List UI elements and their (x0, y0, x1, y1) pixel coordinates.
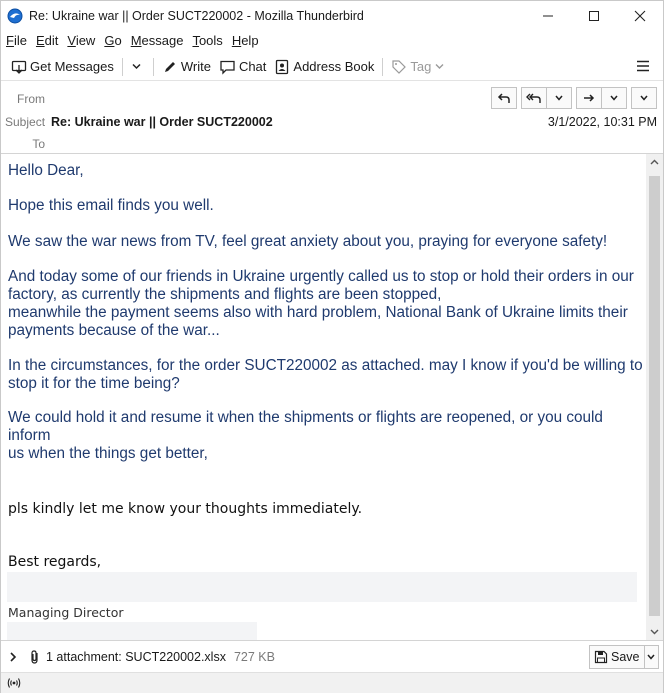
reply-all-dropdown[interactable] (546, 87, 572, 109)
message-body[interactable] (1, 154, 646, 640)
attachment-summary[interactable]: 1 attachment: SUCT220002.xlsx (46, 649, 226, 664)
title-bar (1, 1, 663, 30)
reply-icon (497, 91, 511, 105)
scroll-down-button[interactable] (646, 623, 663, 640)
address-book-icon (274, 59, 290, 75)
menu-go[interactable] (104, 33, 121, 48)
paperclip-icon (27, 649, 43, 665)
menu-file-accesskey: F (6, 32, 14, 48)
message-header (1, 82, 663, 154)
thunderbird-logo-icon (7, 8, 23, 24)
to-label: To (32, 137, 45, 151)
vertical-scrollbar[interactable] (646, 154, 663, 640)
more-actions-button[interactable] (631, 87, 657, 109)
tag-button[interactable] (387, 55, 452, 79)
toolbar-separator (122, 58, 123, 76)
redacted-block (7, 572, 637, 602)
attachment-bar (1, 640, 663, 672)
address-book-label: Address Book (293, 59, 375, 74)
chevron-down-icon (650, 627, 659, 636)
save-label: Save (611, 650, 640, 664)
menu-message[interactable] (131, 33, 184, 48)
get-messages-label: Get Messages (30, 59, 114, 74)
message-paragraph: In the circumstances, for the order SUCT220002 as attached. may I know if you'd be willing to stop it for the time being? (8, 357, 643, 392)
tag-icon (391, 59, 407, 75)
message-paragraph: And today some of our friends in Ukraine urgently called us to stop or hold their orders in our factory, as currently the shipments and flights are been stopped, meanwhile the payment seems also with hard problem, National Bank of Ukraine limits their payments because of the war... (8, 268, 634, 339)
get-messages-button[interactable] (7, 55, 118, 79)
menu-help-accesskey: H (231, 32, 242, 48)
chat-label: Chat (238, 59, 267, 74)
forward-dropdown[interactable] (601, 87, 627, 109)
tag-label: Tag (410, 59, 432, 74)
menu-edit-accesskey: E (35, 32, 45, 48)
reply-all-button[interactable] (521, 87, 547, 109)
minimize-button[interactable] (525, 1, 571, 30)
menu-view-label: iew (75, 32, 96, 48)
close-icon (634, 10, 646, 22)
message-actions (492, 87, 657, 109)
message-greeting: Hello Dear, (8, 162, 84, 179)
save-button[interactable] (590, 646, 645, 668)
menu-view[interactable] (67, 33, 95, 48)
reply-button[interactable] (491, 87, 517, 109)
save-dropdown[interactable] (645, 652, 659, 662)
message-paragraph: We could hold it and resume it when the shipments or flights are reopened, or you could inform us when the things get better, (8, 409, 603, 462)
menu-go-accesskey: G (104, 32, 115, 48)
message-closing: Best regards, (8, 554, 102, 570)
online-status-icon[interactable] (7, 677, 21, 689)
window-title: Re: Ukraine war || Order SUCT220002 - Mozilla Thunderbird (29, 8, 364, 23)
menu-file-label: ile (13, 32, 27, 48)
chevron-down-icon (131, 61, 142, 72)
get-messages-dropdown[interactable] (127, 55, 149, 79)
attachment-size: 727 KB (233, 649, 275, 664)
window-controls (525, 1, 663, 30)
maximize-icon (588, 10, 600, 22)
message-subject: Re: Ukraine war || Order SUCT220002 (51, 115, 273, 129)
write-button[interactable] (158, 55, 215, 79)
chat-button[interactable] (215, 55, 270, 79)
from-label: From (17, 92, 45, 106)
menu-message-label: essage (141, 32, 184, 48)
write-label: Write (180, 59, 211, 74)
chevron-down-icon (554, 93, 564, 103)
menu-help-label: elp (241, 32, 259, 48)
menu-tools-label: ools (198, 32, 223, 48)
menu-message-accesskey: M (130, 32, 142, 48)
main-toolbar (1, 53, 663, 81)
message-paragraph: Hope this email finds you well. (8, 197, 214, 214)
status-bar (1, 672, 663, 693)
menu-bar (1, 30, 663, 50)
forward-button[interactable] (576, 87, 602, 109)
chevron-down-icon (434, 61, 445, 72)
menu-file[interactable] (6, 33, 27, 48)
minimize-icon (542, 10, 554, 22)
message-paragraph: pls kindly let me know your thoughts immediately. (8, 501, 363, 517)
app-menu-icon[interactable] (635, 58, 651, 74)
save-attachment-button[interactable] (589, 645, 659, 669)
menu-tools-accesskey: T (192, 32, 199, 48)
redacted-block (7, 622, 257, 640)
menu-view-accesskey: V (67, 32, 76, 48)
menu-tools[interactable] (192, 33, 222, 48)
scroll-up-button[interactable] (646, 154, 663, 171)
chevron-up-icon (650, 158, 659, 167)
download-mail-icon (11, 59, 27, 75)
menu-edit[interactable] (36, 33, 58, 48)
close-button[interactable] (617, 1, 663, 30)
forward-arrow-icon (582, 91, 596, 105)
pencil-icon (162, 59, 178, 75)
chevron-down-icon (646, 652, 656, 662)
subject-label: Subject (5, 115, 46, 129)
menu-help[interactable] (232, 33, 259, 48)
scroll-thumb[interactable] (649, 176, 660, 616)
message-paragraph: We saw the war news from TV, feel great anxiety about you, praying for everyone safety! (8, 233, 608, 250)
toolbar-separator (382, 58, 383, 76)
message-date: 3/1/2022, 10:31 PM (547, 115, 657, 129)
chevron-down-icon (639, 93, 649, 103)
menu-go-label: o (114, 32, 122, 48)
chat-bubble-icon (219, 59, 236, 75)
menu-edit-label: dit (44, 32, 59, 48)
chevron-right-icon[interactable] (5, 649, 21, 665)
signature-title: Managing Director (8, 605, 124, 620)
chevron-down-icon (609, 93, 619, 103)
floppy-disk-icon (594, 650, 608, 664)
reply-all-icon (526, 91, 542, 105)
toolbar-separator (153, 58, 154, 76)
maximize-button[interactable] (571, 1, 617, 30)
address-book-button[interactable] (270, 55, 378, 79)
